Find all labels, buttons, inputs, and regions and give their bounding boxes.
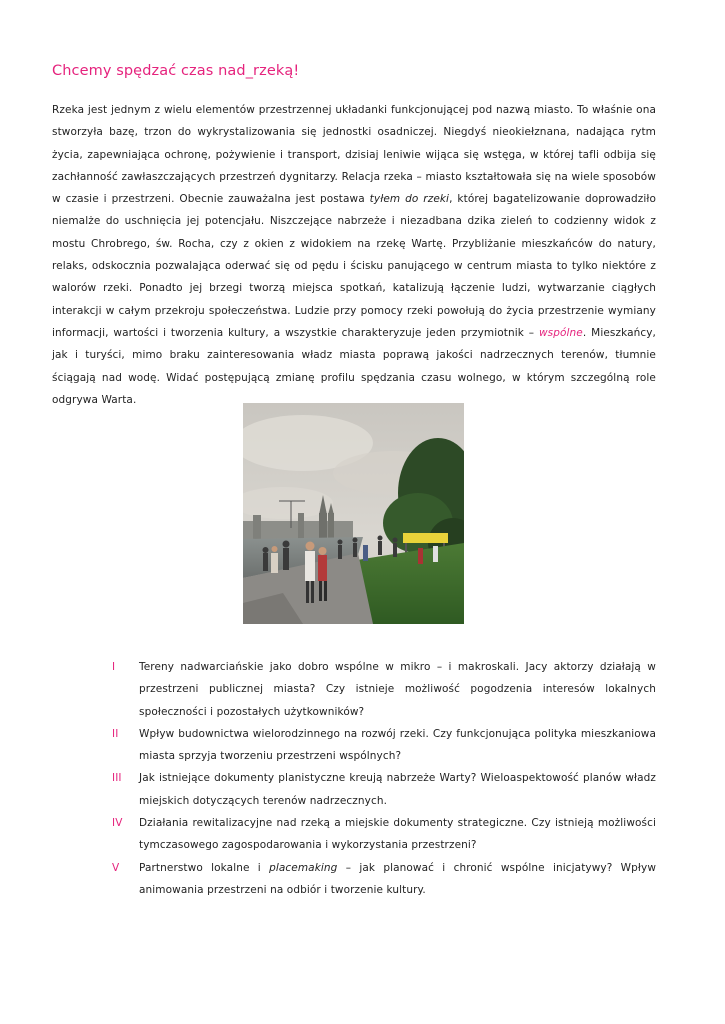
intro-text-1: Rzeka jest jednym z wielu elementów przestrzennej układanki funkcjonującej pod nazwą miasto. To właśnie ona stworzyła bazę, trzon do wykrystalizowania się jednostki osadniczej. Niegdyś nieokiełznana, nadająca rytm życia, zapewniająca ochronę, pożywienie i transport, dzisiaj leniwie wijąca się wstęga, w której tafli odbija się zachłanność zawłaszczających przestrzeń dygnitarzy. Relacja rzeka – miasto kształtowała się na wiele sposobów w czasie i przestrzeni. Obecnie zauważalna jest postawa [52,104,656,206]
list-item-numeral: V [112,861,120,874]
riverside-photo [243,403,464,624]
list-item-numeral: II [112,727,119,740]
list-item [104,656,656,723]
list-item-numeral: IV [112,817,123,830]
question-list [104,656,656,901]
list-item-numeral: III [112,772,122,785]
list-item-text: Działania rewitalizacyjne nad rzeką a miejskie dokumenty strategiczne. Czy istnieją możliwości tymczasowego zagospodarowania i wykorzystania przestrzeni? [139,817,656,852]
list-item [104,723,656,768]
list-item-text-before: Partnerstwo lokalne i [139,861,270,874]
list-item-text-after: – jak planować i chronić wspólne inicjatywy? Wpływ animowania przestrzeni na odbiór i tworzenie kultury. [139,861,657,896]
list-item-text: Wpływ budownictwa wielorodzinnego na rozwój rzeki. Czy funkcjonująca polityka mieszkaniowa miasta sprzyja tworzeniu przestrzeni wspólnych? [139,727,656,763]
intro-italic-phrase: tyłem do rzeki [369,193,450,206]
list-item [104,857,656,902]
list-item-text: Jak istniejące dokumenty planistyczne kreują nabrzeże Warty? Wieloaspektowość planów władz miejskich dotyczących terenów nadrzecznych. [139,772,656,807]
intro-highlight-word: wspólne [538,326,583,339]
list-item-text: Tereny nadwarciańskie jako dobro wspólne w mikro – i makroskali. Jacy aktorzy działają w przestrzeni publicznej miasta? Czy istnieje możliwość pogodzenia interesów lokalnych społeczności i pozostałych użytkowników? [139,661,656,718]
list-item [104,767,656,812]
riverside-photo-illustration [243,403,464,624]
intro-paragraph [52,99,656,411]
intro-text-3: . Mieszkańcy, jak i turyści, mimo braku zainteresowania władz miasta poprawą jakości nadrzecznych terenów, tłumnie ściągają nad wodę. Widać postępującą zmianę profilu spędzania czasu wolnego, w którym szczególną role odgrywa Warta. [52,326,656,406]
intro-text-2: , której bagatelizowanie doprowadziło niemalże do uschnięcia jej potencjału. Niszczejące nabrzeże i niezadbana dzika zieleń to codzienny widok z mostu Chrobrego, św. Rocha, czy z okien z widokiem na rzekę Wartę. Przybliżanie mieszkańców do natury, relaks, odskocznia pozwalająca oderwać się od pędu i ścisku panującego w centrum miasta to tylko niektóre z walorów rzeki. Ponadto jej brzegi tworzą miejsca spotkań, katalizują łączenie ludzi, wytwarzanie ciągłych interakcji w całym przekroju społeczeństwa. Ludzie przy pomocy rzeki powołują do życia przestrzenie wymiany informacji, wartości i tworzenia kultury, a wszystkie charakteryzuje jeden przymiotnik – [52,193,657,339]
document-page [52,58,656,411]
list-item-italic-term: placemaking [269,861,338,874]
list-item-numeral: I [112,661,116,673]
list-item-text [139,857,656,902]
document-title: Chcemy spędzać czas nad_rzeką! [52,63,300,79]
list-item [104,812,656,857]
